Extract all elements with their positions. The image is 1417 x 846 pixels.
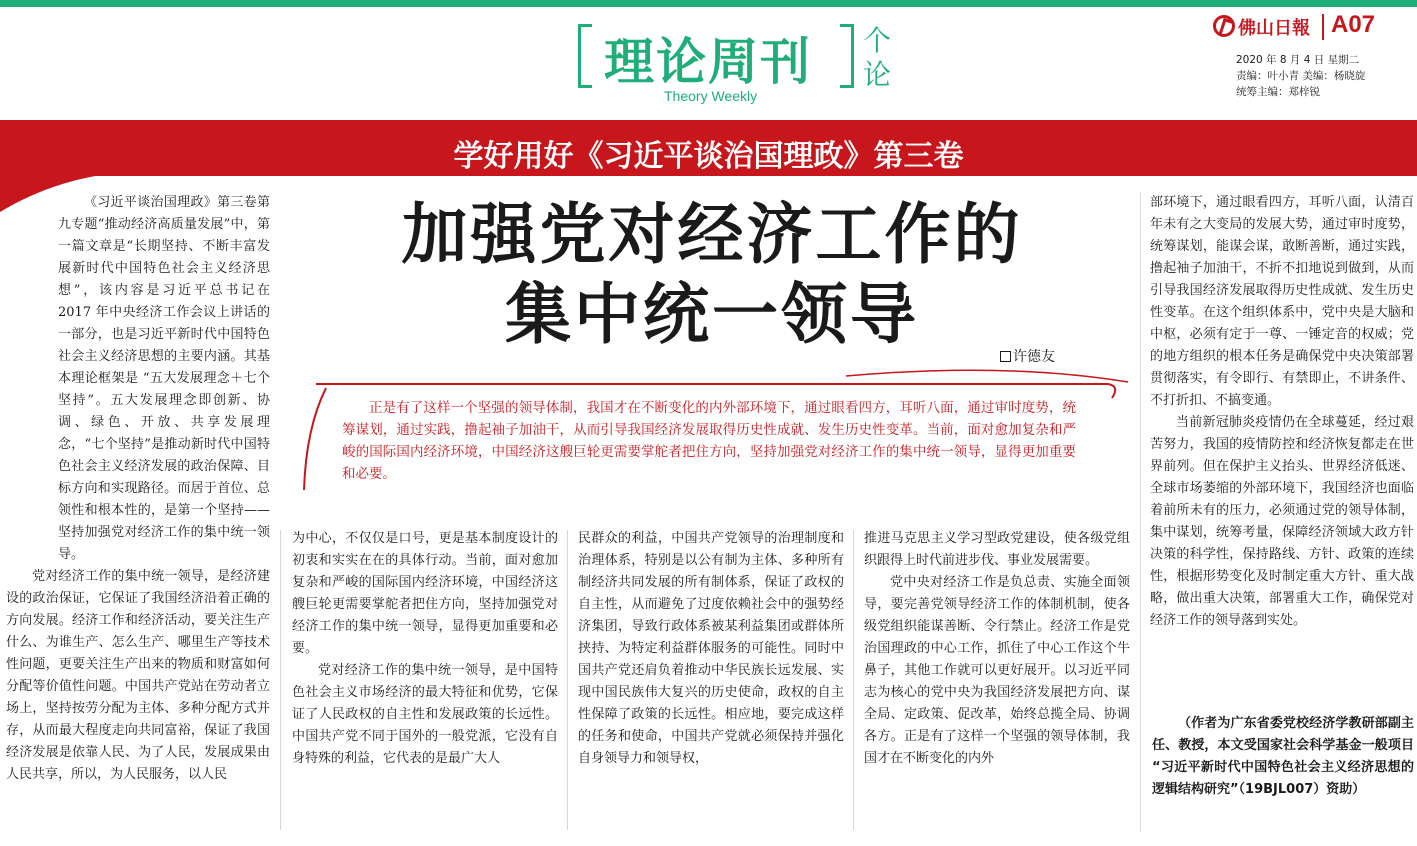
issue-date: 2020 年 8 月 4 日 星期二 xyxy=(1236,54,1360,66)
paragraph: 部环境下，通过眼看四方，耳听八面，认清百年未有之大变局的发展大势，通过审时度势，统筹谋划，能谋会谋，敢断善断，通过实践，撸起袖子加油干，不折不扣地说到做到，从而引导我国经济发展取得历史性成就、发生历史性变革。在这个组织体系中，党中央是大脑和中枢，必须有定于一尊、一锤定音的权威；党的地方组织的根本任务是确保党中央决策部署贯彻落实，有令即行、有禁即止，不讲条件、不打折扣、不搞变通。 xyxy=(1150,195,1414,408)
newspaper-name: 佛山日報 xyxy=(1238,18,1310,39)
paragraph: 推进马克思主义学习型政党建设，使各级党组织跟得上时代前进步伐、事业发展需要。 xyxy=(864,531,1130,568)
paragraph: 党对经济工作的集中统一领导，是中国特色社会主义市场经济的最大特征和优势，它保证了人民政权的自主性和发展政策的长远性。中国共产党不同于国外的一般党派，它没有自身特殊的利益，它代表的是最广大人 xyxy=(292,663,558,766)
article-headline xyxy=(292,194,1132,354)
author-name: 许德友 xyxy=(1013,349,1055,365)
page-number: A07 xyxy=(1331,11,1376,38)
paragraph: 党中央对经济工作是负总责、实施全面领导，要完善党领导经济工作的体制机制，使各级党组织能谋善断、令行禁止。经济工作是党治国理政的中心工作，抓住了中心工作这个牛鼻子，其他工作就可以更好展开。以习近平同志为核心的党中央为我国经济发展把方向、谋全局、定政策、促改革，始终总揽全局、协调各方。正是有了这样一个坚强的领导体制，我国才在不断变化的内外 xyxy=(864,575,1130,766)
topic-banner xyxy=(0,120,1417,176)
headline-line-1: 加强党对经济工作的 xyxy=(401,195,1023,273)
paragraph: 《习近平谈治国理政》第三卷第九专题“推动经济高质量发展”中，第一篇文章是“长期坚持、不断丰富发展新时代中国特色社会主义经济思想”，该内容是习近平总书记在 2017 年中央经济工作会议上讲话的一部分，也是习近平新时代中国特色社会主义经济思想的主要内涵。其基本理论框架是 “五大发展理念＋七个坚持”。五大发展理念即创新、协调、绿色、开放、共享发展理念，“七个坚持”是推动新时代中国特色社会主义经济发展的政治保障、目标方向和实现路径。而居于首位、总领性和根本性的，是第一个坚持——坚持加强党对经济工作的集中统一领导。 xyxy=(58,195,270,562)
column-right xyxy=(1150,192,1414,632)
column-rule xyxy=(280,530,281,830)
topic-banner-text: 学好用好《习近平谈治国理政》第三卷 xyxy=(453,139,964,174)
newspaper-logo-icon xyxy=(1213,15,1235,37)
section-masthead xyxy=(578,18,908,110)
column-rule xyxy=(567,530,568,830)
headline-line-2: 集中统一领导 xyxy=(505,275,919,353)
paragraph: 民群众的利益，中国共产党领导的治理制度和治理体系，特别是以公有制为主体、多种所有制经济共同发展的所有制体系，保证了政权的自主性，从而避免了过度依赖社会中的强势经济集团，导致行政体系被某利益集团或群体所挟持、为特定利益群体服务的可能性。同时中国共产党还肩负着推动中华民族长远发展、实现中国民族伟大复兴的历史使命，政权的自主性保障了政策的长远性。相应地，要完成这样的任务和使命，中国共产党就必须保持并强化自身领导力和领导权， xyxy=(578,531,844,766)
section-title: 理论周刊 xyxy=(604,33,812,91)
paragraph: 党对经济工作的集中统一领导，是经济建设的政治保证，它保证了我国经济沿着正确的方向发展。经济工作和经济活动，要关注生产什么、为谁生产、怎么生产、哪里生产等技术性问题，更要关注生产出来的物质和财富如何分配等价值性问题。中国共产党站在劳动者立场上，坚持按劳分配为主体、多种分配方式并存，从而最大程度走向共同富裕，保证了我国经济发展是依靠人民、为了人民，发展成果由人民共享，所以，为人民服务，以人民 xyxy=(6,569,270,782)
article-abstract: 正是有了这样一个坚强的领导体制，我国才在不断变化的内外部环境下，通过眼看四方，耳听八面，通过审时度势，统筹谋划，通过实践，撸起袖子加油干，从而引导我国经济发展取得历史性成就、发生历史性变革。当前，面对愈加复杂和严峻的国际国内经济环境，中国经济这艘巨轮更需要掌舵者把住方向，坚持加强党对经济工作的集中统一领导，显得更加重要和必要。 xyxy=(342,400,1076,482)
article-author xyxy=(1000,346,1055,366)
byline-box-icon xyxy=(1000,351,1011,362)
paragraph: 为中心，不仅仅是口号，更是基本制度设计的初衷和实实在在的具体行动。当前，面对愈加复杂和严峻的国际国内经济环境，中国经济这艘巨轮更需要掌舵者把住方向，坚持加强党对经济工作的集中统一领导，显得更加重要和必要。 xyxy=(292,531,558,656)
masthead-left-bracket xyxy=(578,24,592,88)
column-2 xyxy=(292,528,558,770)
column-rule xyxy=(1140,192,1141,832)
section-side-label: 个论 xyxy=(862,24,891,91)
column-3 xyxy=(578,528,844,770)
chief-editor-line: 统筹主编：郑梓锐 xyxy=(1236,86,1320,98)
column-rule xyxy=(853,530,854,830)
masthead-right-bracket xyxy=(840,24,854,88)
author-bio: （作者为广东省委党校经济学教研部副主任、教授，本文受国家社会科学基金一般项目 “习近平新时代中国特色社会主义经济思想的逻辑结构研究”（19BJL007）资助） xyxy=(1152,716,1414,797)
column-4 xyxy=(864,528,1130,770)
editors-line: 责编：叶小青 美编：杨晓旋 xyxy=(1236,70,1366,82)
page-divider xyxy=(1322,14,1324,40)
section-subtitle-en: Theory Weekly xyxy=(664,88,758,104)
paragraph: 当前新冠肺炎疫情仍在全球蔓延，经过艰苦努力，我国的疫情防控和经济恢复都走在世界前列。但在保护主义抬头、世界经济低迷、全球市场萎缩的外部环境下，我国经济也面临着前所未有的压力，必须通过党的领导体制，集中谋划，统筹考量，保障经济领域大政方针决策的科学性，保持路线、方针、政策的连续性，根据形势变化及时制定重大方针、重大战略，做出重大决策，部署重大工作，确保党对经济工作的领导落到实处。 xyxy=(1150,415,1414,628)
column-left xyxy=(6,192,270,786)
top-color-bar xyxy=(0,0,1417,7)
